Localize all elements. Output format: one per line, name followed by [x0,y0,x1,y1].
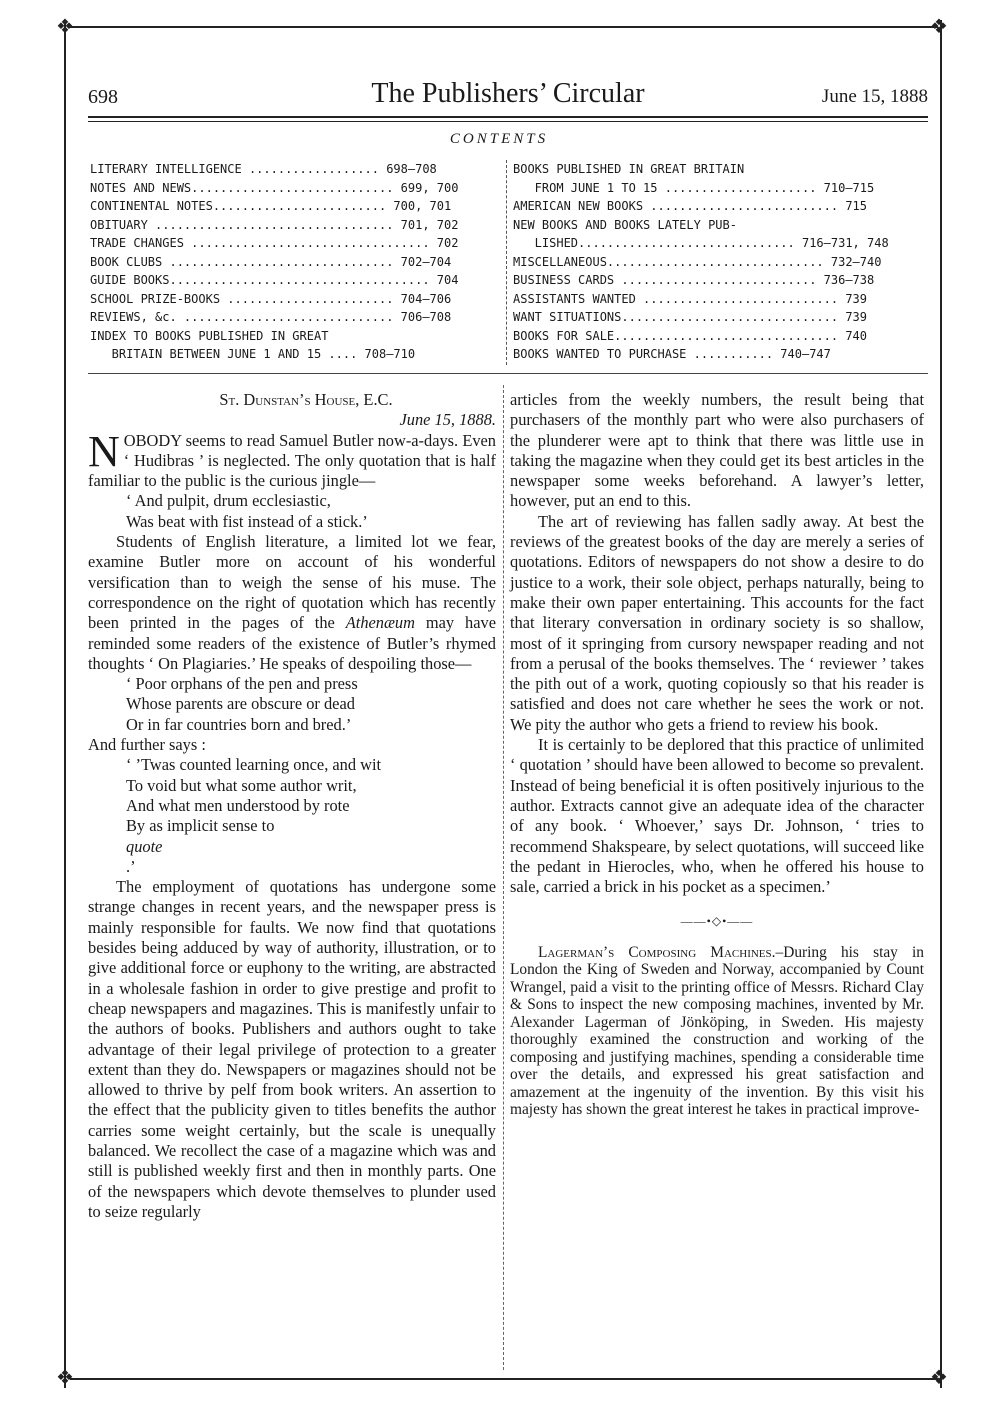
section-heading: Lagerman’s Composing Machines. [538,943,776,961]
contents-list-right [513,160,928,364]
article-paragraph: The art of reviewing has fallen sadly away. At best the reviews of the greatest books of the day are merely a series of quotations. Editors of newspapers do not show a desire to do justice to a work, their sole object, perhaps naturally, being to make their own paper entertaining. This accounts for the fact that literary conversation in ordinary society is so shallow, most of it springing from cursory newspaper reading and not from a perusal of the books themselves. The ‘ reviewer ’ takes the pith out of a work, quoting copiously so that his reader is satisfied and does not care whether he sees the work or not. We pity the author who gets a friend to review his book. [510,511,924,734]
verse-line: Was beat with fist instead of a stick.’ [126,511,368,531]
verse-line: ‘ ’Twas counted learning once, and wit [126,755,382,775]
verse-quote [88,674,496,735]
contents-entry: CONTINENTAL NOTES........................ 700, 701 [90,199,452,213]
verse-line: By as implicit sense to quote .’ [126,816,275,876]
contents-entry: BUSINESS CARDS ........................... 736—738 [513,273,875,287]
verse-quote [88,491,496,532]
frame-left-rule [64,20,66,1388]
contents-list-left [90,160,502,364]
corner-ornament-icon: ❖ [930,16,948,38]
contents-entry: BOOKS PUBLISHED IN GREAT BRITAIN [513,162,745,176]
page-header [88,78,928,112]
header-rule [88,116,928,118]
article-paragraph: The employment of quotations has undergone some strange changes in recent years, and the newspaper press is mainly responsible for faults. We now find that quotations besides being adduced by way of authority, illustration, or to give additional force or euphony to the writing, are abstracted in a wholesale fashion in order to give prestige and profit to cheap newspapers and magazines. This is manifestly unfair to the authors of books. Publishers and authors ought to take advantage of their legal privilege of protection to a greater extent than they do. Newspapers or magazines should not be allowed to thrive by pelf from book writers. An assertion to the effect that the publicity given to titles benefits the author carries some weight certainly, but the scale is unequally balanced. We recollect the case of a magazine which was and still is published weekly first and then in monthly parts. One of the newspapers which devote themselves to plunder used to seize regularly [88,877,496,1221]
contents-entry: BRITAIN BETWEEN JUNE 1 AND 15 .... 708—710 [90,347,416,361]
contents-entry: WANT SITUATIONS.............................. 739 [513,310,868,324]
contents-bottom-rule [88,373,928,374]
verse-line: And what men understood by rote [126,795,350,815]
section-body: During his stay in London the King of Sweden and Norway, accompanied by Count Wrangel, paid a visit to the printing office of Messrs. Richard Clay & Sons to inspect the new composing machines, invented by Mr. Alexander Lagerman of Jönköping, in Sweden. His majesty thoroughly examined the construction and working of the composing and justifying machines, spending a considerable time over the details, and expressed his great satisfaction and amazement at the ingenuity of the invention. By this visit his majesty has shown the great interest he takes in practical improve- [510,943,924,1119]
lagerman-section [510,944,924,1119]
contents-entry: GUIDE BOOKS.................................... 704 [90,273,459,287]
contents-entry: MISCELLANEOUS.............................. 732—740 [513,254,882,269]
header-rule-thin [88,121,928,122]
corner-ornament-icon: ❖ [56,16,74,38]
dateline-date: June 15, 1888. [399,410,496,430]
contents-entry: INDEX TO BOOKS PUBLISHED IN GREAT [90,328,329,343]
contents-entry: LISHED.............................. 716—731, 748 [513,236,889,250]
dateline-place: St. Dunstan’s House, E.C. [219,390,393,409]
frame-top-rule [70,26,938,28]
contents-entry: SCHOOL PRIZE-BOOKS ....................... 704—706 [90,291,452,306]
article-paragraph: Students of English literature, a limited lot we fear, examine Butler more on account of his wonderful versification than to weigh the sense of his muse. The correspondence on the right of quotation which has recently been printed in the pages of the Athenæum may have reminded some readers of the existence of Butler’s rhymed thoughts ‘ On Plagiaries.’ He speaks of despoiling those— [88,532,496,673]
verse-quote [88,755,496,877]
contents-entry: TRADE CHANGES ................................. 702 [90,236,459,250]
contents-entry: NOTES AND NEWS............................ 699, 700 [90,180,459,195]
contents-heading: CONTENTS [449,131,549,147]
article-paragraph: articles from the weekly numbers, the result being that purchasers of the monthly part who were also purchasers of the plunderer were apt to think that there was little use in taking the magazine when they could get its best articles in the newspaper some weeks beforehand. A lawyer’s letter, however, put an end to this. [510,390,924,511]
corner-ornament-icon: ❖ [930,1367,948,1389]
masthead-title: The Publishers’ Circular [371,78,645,109]
verse-line: ‘ And pulpit, drum ecclesiastic, [126,491,331,511]
frame-bottom-rule [70,1378,938,1380]
issue-date: June 15, 1888 [821,86,928,107]
verse-line: To void but what some author writ, [126,775,357,795]
contents-entry: FROM JUNE 1 TO 15 ..................... 710—715 [513,180,875,195]
contents-entry: REVIEWS, &c. ............................. 706—708 [90,310,452,324]
article-column-right [510,390,924,1119]
column-divider [503,385,505,1370]
article-paragraph: And further says : [88,735,206,755]
contents-entry: NEW BOOKS AND BOOKS LATELY PUB- [513,217,737,232]
frame-right-rule [940,20,942,1388]
drop-cap: N [88,426,120,476]
article-paragraph: NOBODY seems to read Samuel Butler now-a-days. Even ‘ Hudibras ’ is neglected. The only quotation that is half familiar to the public is the curious jingle— [88,426,496,491]
contents-entry: AMERICAN NEW BOOKS .......................... 715 [513,199,868,213]
contents-entry: LITERARY INTELLIGENCE .................. 698—708 [90,162,437,176]
article-paragraph: It is certainly to be deplored that this practice of unlimited ‘ quotation ’ should have been allowed to become so prevalent. Instead of being beneficial it is often positively injurious to the author. Extracts cannot give an adequate idea of the character of any book. ‘ Whoever,’ says Dr. Johnson, ‘ tries to recommend Shakspeare, by select quotations, will succeed like the pedant in Hierocles, who, when he offered his house to sale, carried a brick in his pocket as a specimen.’ [510,735,924,897]
contents-entry: ASSISTANTS WANTED ........................... 739 [513,291,868,306]
contents-entry: BOOKS FOR SALE............................... 740 [513,328,868,343]
article-column-left [88,390,496,1222]
verse-line: ‘ Poor orphans of the pen and press [126,674,358,694]
corner-ornament-icon: ❖ [56,1367,74,1389]
contents-entry: OBITUARY ................................. 701, 702 [90,217,459,232]
verse-line: Or in far countries born and bred.’ [126,714,352,734]
contents-entry: BOOK CLUBS ............................... 702—704 [90,254,452,269]
verse-line: Whose parents are obscure or dead [126,694,355,714]
section-paragraph: Lagerman’s Composing Machines.–During his stay in London the King of Sweden and Norway, accompanied by Count Wrangel, paid a visit to the printing office of Messrs. Richard Clay & Sons to inspect the new composing machines, invented by Mr. Alexander Lagerman of Jönköping, in Sweden. His majesty thoroughly examined the construction and working of the composing and justifying machines, spending a considerable time over the details, and expressed his great satisfaction and amazement at the ingenuity of the invention. By this visit his majesty has shown the great interest he takes in practical improve- [510,943,924,1119]
page-number: 698 [88,86,118,108]
contents-divider [506,160,508,365]
section-divider-ornament-icon: ——•◇•—— [680,914,754,929]
contents-entry: BOOKS WANTED TO PURCHASE ........... 740—747 [513,347,831,361]
